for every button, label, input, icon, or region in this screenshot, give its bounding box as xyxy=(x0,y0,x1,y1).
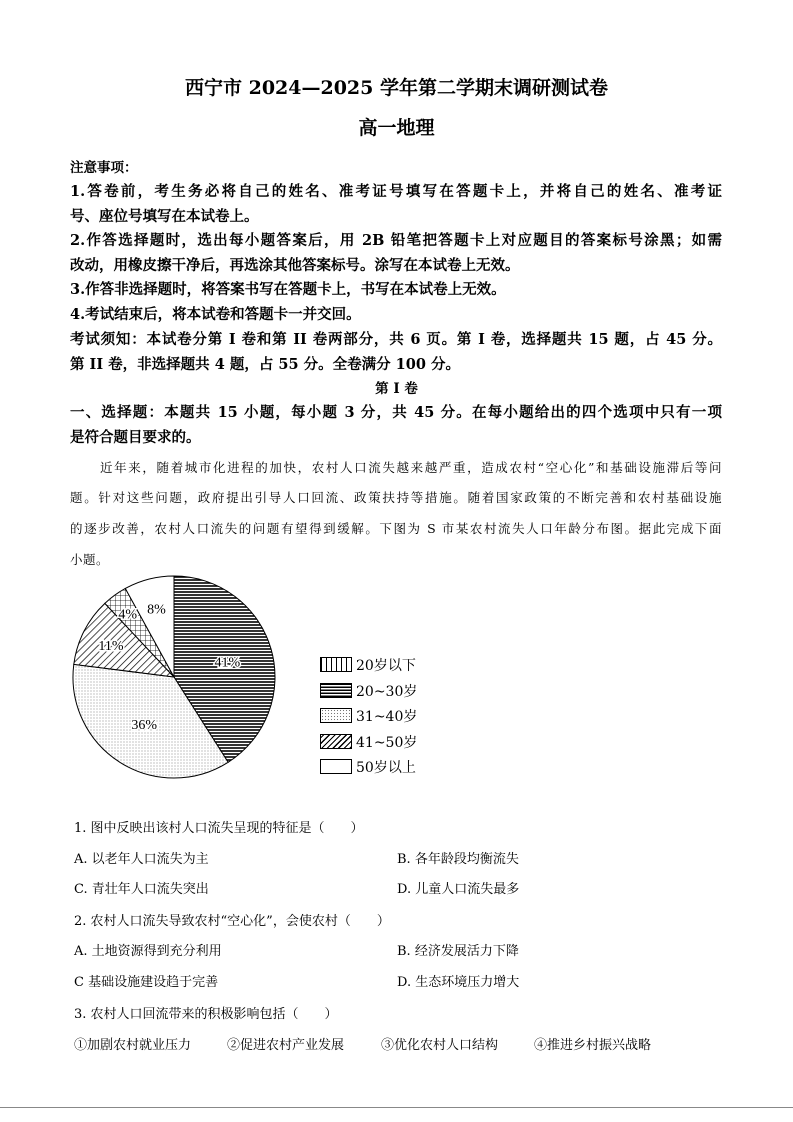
page-bottom-rule xyxy=(0,1107,793,1108)
slice-label: 11% xyxy=(98,638,124,654)
question-stem: 3. 农村人口回流带来的积极影响包括（ ） xyxy=(74,1007,338,1022)
legend-label: 31~40岁 xyxy=(356,709,418,725)
option-a: A. 土地资源得到充分利用 xyxy=(74,944,222,959)
legend-label: 50岁以上 xyxy=(356,760,416,776)
passage-line: 的逐步改善，农村人口流失的问题有望得到缓解。下图为 S 市某农村流失人口年龄分布图。据此完成下面 xyxy=(70,521,722,536)
statement-4: ④推进乡村振兴战略 xyxy=(534,1038,652,1053)
legend-swatch-dots xyxy=(320,708,352,723)
legend-swatch-grid xyxy=(320,657,352,672)
legend-item xyxy=(320,758,416,778)
notice-line: 号、座位号填写在本试卷上。 xyxy=(70,208,259,225)
notice-line: 改动，用橡皮擦干净后，再选涂其他答案标号。涂写在本试卷上无效。 xyxy=(70,257,520,274)
option-b: B. 各年龄段均衡流失 xyxy=(397,852,519,867)
notice-line: 考试须知：本试卷分第 I 卷和第 II 卷两部分，共 6 页。第 I 卷，选择题共 15 题，占 45 分。 xyxy=(70,331,722,348)
option-c: C 基础设施建设趋于完善 xyxy=(74,975,219,990)
part-title: 第 I 卷 xyxy=(375,381,418,397)
option-d: D. 生态环境压力增大 xyxy=(397,975,520,990)
question-stem: 1. 图中反映出该村人口流失呈现的特征是（ ） xyxy=(74,821,364,836)
legend-label: 20~30岁 xyxy=(356,684,418,700)
option-a: A. 以老年人口流失为主 xyxy=(74,852,209,867)
notice-line: 3.作答非选择题时，将答案书写在答题卡上，书写在本试卷上无效。 xyxy=(70,281,506,298)
statement-1: ①加剧农村就业压力 xyxy=(74,1038,192,1053)
question-stem: 2. 农村人口流失导致农村“空心化”，会使农村（ ） xyxy=(74,914,390,929)
notice-line: 第 II 卷，非选择题共 4 题，占 55 分。全卷满分 100 分。 xyxy=(70,356,460,373)
notice-heading: 注意事项： xyxy=(70,160,138,176)
exam-subtitle: 高一地理 xyxy=(358,117,435,139)
section-heading: 一、选择题：本题共 15 小题，每小题 3 分，共 45 分。在每小题给出的四个选项中只有一项 xyxy=(70,404,722,421)
legend-label: 20岁以下 xyxy=(356,658,416,674)
notice-line: 4.考试结束后，将本试卷和答题卡一并交回。 xyxy=(70,306,361,323)
passage-line: 小题。 xyxy=(70,552,110,567)
statement-3: ③优化农村人口结构 xyxy=(381,1038,499,1053)
legend-swatch-diagonal xyxy=(320,734,352,749)
legend-item xyxy=(320,682,417,702)
passage-line: 近年来，随着城市化进程的加快，农村人口流失越来越严重，造成农村“空心化”和基础设施滞后等问 xyxy=(100,460,722,475)
exam-title: 西宁市 2024—2025 学年第二学期末调研测试卷 xyxy=(185,77,608,99)
slice-label: 36% xyxy=(131,717,158,733)
legend-item xyxy=(320,656,416,676)
passage-line: 题。针对这些问题，政府提出引导人口回流、政策扶持等措施。随着国家政策的不断完善和农村基础设施 xyxy=(70,490,722,505)
legend-item xyxy=(320,707,417,727)
legend-swatch-blank xyxy=(320,759,352,774)
notice-line: 1.答卷前，考生务必将自己的姓名、准考证号填写在答题卡上，并将自己的姓名、准考证 xyxy=(70,183,722,200)
section-heading: 是符合题目要求的。 xyxy=(70,429,201,446)
legend-label: 41~50岁 xyxy=(356,735,418,751)
slice-label: 4% xyxy=(118,607,138,623)
notice-line: 2.作答选择题时，选出每小题答案后，用 2B 铅笔把答题卡上对应题目的答案标号涂黑；如需 xyxy=(70,232,722,249)
slice-label: 41% xyxy=(214,655,241,671)
legend-swatch-hlines xyxy=(320,683,352,698)
statement-2: ②促进农村产业发展 xyxy=(227,1038,345,1053)
option-d: D. 儿童人口流失最多 xyxy=(397,882,520,897)
slice-label: 8% xyxy=(147,602,166,618)
option-c: C. 青壮年人口流失突出 xyxy=(74,882,209,897)
option-b: B. 经济发展活力下降 xyxy=(397,944,519,959)
legend-item xyxy=(320,733,417,753)
